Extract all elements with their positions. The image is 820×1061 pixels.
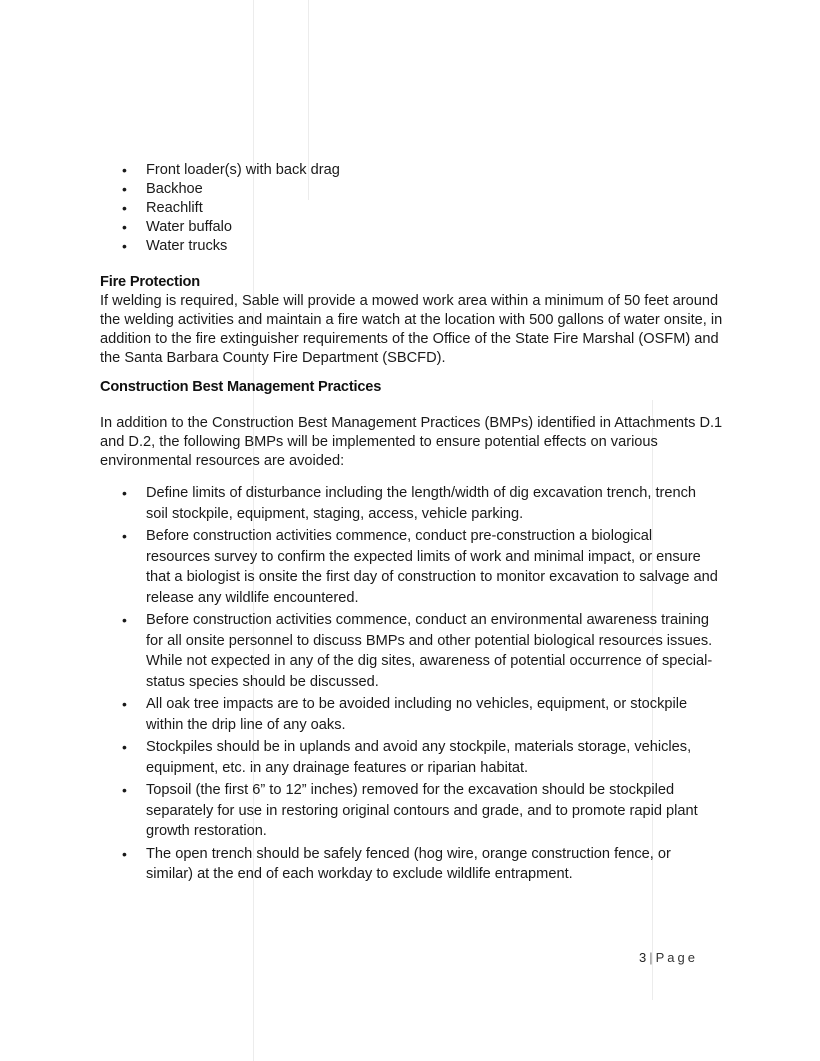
- bmp-intro-paragraph: In addition to the Construction Best Management Practices (BMPs) identified in Attachments D.1 and D.2, the following BMPs will be implemented to ensure potential effects on various environmental resources are avoided:: [100, 415, 723, 469]
- list-item: • Water buffalo: [122, 219, 232, 235]
- bullet-icon: •: [122, 528, 127, 544]
- list-item: • All oak tree impacts are to be avoided including no vehicles, equipment, or stockpile within the drip line of any oaks.: [122, 696, 688, 733]
- equipment-list: [100, 161, 700, 256]
- bullet-icon: •: [122, 162, 127, 178]
- list-item: • The open trench should be safely fenced (hog wire, orange construction fence, or similar) at the end of each workday to exclude wildlife entrapment.: [122, 845, 671, 882]
- bullet-icon: •: [122, 612, 127, 628]
- fire-protection-paragraph: If welding is required, Sable will provide a mowed work area within a minimum of 50 feet around the welding activities and maintain a fire watch at the location with 500 gallons of water onsite, in addition to the fire extinguisher requirements of the Office of the State Fire Marshal (OSFM) and the Santa Barbara County Fire Department (SBCFD).: [100, 293, 723, 366]
- page-number: 3: [639, 950, 647, 965]
- bullet-icon: •: [122, 200, 127, 216]
- bullet-icon: •: [122, 845, 127, 862]
- bullet-icon: •: [122, 219, 127, 235]
- list-item: • Stockpiles should be in uplands and avoid any stockpile, materials storage, vehicles, equipment, etc. in any drainage features or riparian habitat.: [122, 739, 692, 776]
- fire-protection-heading: Fire Protection: [100, 274, 200, 290]
- list-item: • Reachlift: [122, 200, 203, 216]
- bmp-list: [100, 483, 720, 887]
- bullet-icon: •: [122, 238, 127, 254]
- page-footer: [639, 950, 698, 965]
- bullet-icon: •: [122, 485, 127, 501]
- list-item: • Topsoil (the first 6” to 12” inches) removed for the excavation should be stockpiled separately for use in restoring original contours and grade, and to promote rapid plant growth restoration.: [122, 782, 698, 839]
- list-item: • Define limits of disturbance including the length/width of dig excavation trench, trench soil stockpile, equipment, staging, access, vehicle parking.: [122, 485, 697, 522]
- list-item: • Before construction activities commence, conduct pre-construction a biological resources survey to confirm the expected limits of work and minimal impact, or ensure that a biologist is onsite the first day of construction to monitor excavation to salvage and release any wildlife encountered.: [122, 528, 718, 606]
- bullet-icon: •: [122, 782, 127, 798]
- list-item: • Front loader(s) with back drag: [122, 162, 340, 178]
- list-item: • Backhoe: [122, 181, 203, 197]
- bullet-icon: •: [122, 739, 127, 755]
- bullet-icon: •: [122, 696, 127, 712]
- list-item: • Before construction activities commence, conduct an environmental awareness training for all onsite personnel to discuss BMPs and other potential biological resources issues. While not expected in any of the dig sites, awareness of potential occurrence of special-status species should be discussed.: [122, 612, 713, 690]
- footer-separator: |: [649, 950, 653, 965]
- page-label: Page: [655, 950, 698, 965]
- bmp-heading: Construction Best Management Practices: [100, 379, 382, 395]
- bullet-icon: •: [122, 181, 127, 197]
- list-item: • Water trucks: [122, 238, 228, 254]
